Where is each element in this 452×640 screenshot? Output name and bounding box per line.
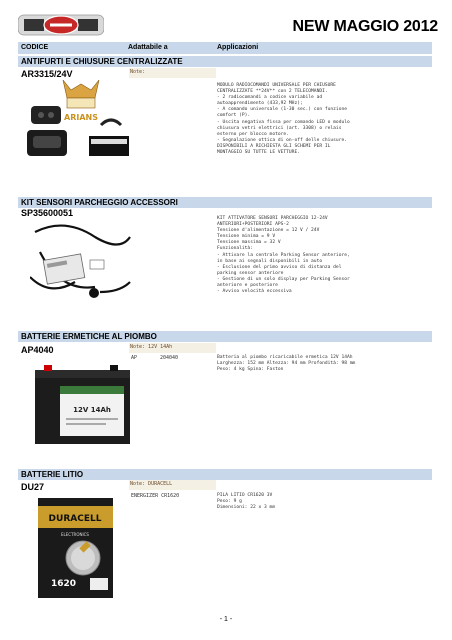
note-box: Note: bbox=[129, 68, 216, 78]
page-number: - 1 - bbox=[219, 616, 233, 623]
product-description: MODULO RADIOCOMANDI UNIVERSALE PER CHIUSURE CENTRALIZZATE **24V** con 2 TELECOMANDI. - 2 radiocomandi a codice variabile ad autoapprendimento (433,92 MHz); - A comando universale (1-30 sec.) con funzione comfort (P). - Uscita negativa fissa per comando LED o modulo chiusura vetri elettrici (art. 3308) o relais esterno per blocco motore. - Segnalazione ottica di on-off delle chiusure. DISPONIBILI A RICHIESTA GLI SCHEMI PER IL MONTAGGIO SU TUTTE LE VETTURE. bbox=[217, 83, 350, 156]
brand-logo bbox=[18, 13, 104, 37]
pack-subtitle: ELECTRONICS bbox=[61, 532, 89, 537]
battery-spec-label: 12V 14Ah bbox=[73, 406, 111, 414]
product-code: AR3315/24V bbox=[21, 69, 73, 79]
column-adaptable: Adattabile a bbox=[128, 44, 168, 51]
product-code: AP4040 bbox=[21, 345, 54, 355]
row-brand: ENERGIZER CR1620 bbox=[131, 493, 180, 499]
lithium-coin-cell-image bbox=[38, 498, 113, 598]
pack-model-number: 1620 bbox=[51, 579, 77, 589]
column-code: CODICE bbox=[21, 44, 49, 51]
remote-control-kit-image bbox=[25, 80, 135, 165]
section-title-batterie-litio: BATTERIE LITIO bbox=[18, 469, 432, 480]
product-code: DU27 bbox=[21, 482, 45, 492]
lead-battery-image bbox=[30, 362, 135, 447]
section-title-batterie-piombo: BATTERIE ERMETICHE AL PIOMBO bbox=[18, 331, 432, 342]
product-description: KIT ATTIVATORE SENSORI PARCHEGGIO 12-24V ANTERIORI+POSTERIORI APS-2 Tensione d'alimentazione = 12 V / 24V Tensione minima = 9 V Tensione massima = 32 V Funzionalità: - Attivare la centrale Parking Sensor anteriore, in base ai segnali disponibili in auto - Esclusione del primo avviso di distanza del parking sensor anteriore - Gestione di un solo display per Parking Sensor anteriore e posteriore - Avviso velocità eccessiva bbox=[217, 216, 350, 295]
product-code: SP35600051 bbox=[21, 208, 74, 218]
arians-logo-text: ARIANS bbox=[64, 113, 98, 122]
product-description: PILA LITIO CR1620 3V Peso: 9 g Dimensioni: 22 x 3 mm bbox=[217, 493, 276, 511]
page-title: NEW MAGGIO 2012 bbox=[292, 18, 438, 35]
column-header bbox=[18, 42, 432, 54]
duracell-logo-text: DURACELL bbox=[48, 514, 102, 524]
row-brand: AP bbox=[131, 355, 138, 361]
row-code: 204040 bbox=[160, 355, 179, 361]
section-title-sensori: KIT SENSORI PARCHEGGIO ACCESSORI bbox=[18, 197, 432, 208]
note-box: Note: DURACELL bbox=[129, 480, 216, 490]
parking-sensor-kit-image bbox=[30, 222, 135, 307]
column-applications: Applicazioni bbox=[217, 44, 259, 51]
note-box: Note: 12V 14Ah bbox=[129, 343, 216, 353]
section-title-antifurti: ANTIFURTI E CHIUSURE CENTRALIZZATE bbox=[18, 56, 432, 67]
product-description: Batteria al piombo ricaricabile ermetica 12V 14Ah Larghezza: 152 mm Altezza: 94 mm Profondità: 98 mm Peso: 4 kg Spina: Faston bbox=[217, 355, 356, 373]
